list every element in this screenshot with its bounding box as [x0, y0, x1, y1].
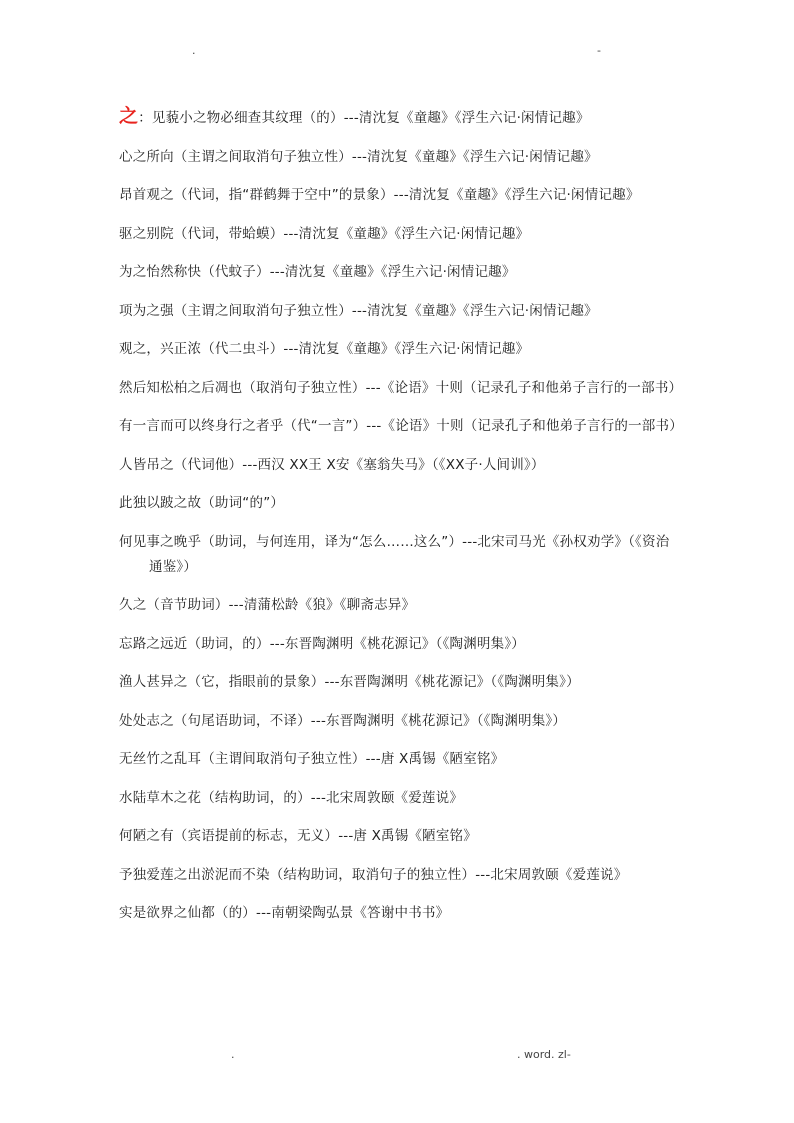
- entry: 无丝竹之乱耳（主谓间取消句子独立性）---唐 X禹锡《陋室铭》: [119, 751, 505, 767]
- entry: 予独爱莲之出淤泥而不染（结构助词，取消句子的独立性）---北宋周敦颐《爱莲说》: [119, 866, 628, 883]
- entry: 为之怡然称快（代蚊子）---清沈复《童趣》《浮生六记·闲情记趣》: [119, 264, 516, 280]
- document-body: [119, 104, 683, 940]
- heading-char: 之: [119, 105, 139, 127]
- entry: 处处志之（句尾语助词，不译）---东晋陶渊明《桃花源记》（《陶渊明集》）: [119, 712, 567, 729]
- entry: 何见事之晚乎（助词，与何连用，译为“怎么……这么”）---北宋司马光《孙权劝学》（《资治通鉴》）: [119, 533, 670, 575]
- footer-right-text: . word. zl-: [517, 1048, 571, 1061]
- entry: 昂首观之（代词，指“群鹤舞于空中”的景象）---清沈复《童趣》《浮生六记·闲情记趣》: [119, 187, 640, 203]
- header-right-mark: -: [597, 44, 601, 57]
- entry: 驱之别院（代词，带蛤蟆）---清沈复《童趣》《浮生六记·闲情记趣》: [119, 225, 530, 242]
- entry: 项为之强（主谓之间取消句子独立性）---清沈复《童趣》《浮生六记·闲情记趣》: [119, 302, 598, 319]
- entry: 久之（音节助词）---清蒲松龄《狼》《聊斋志异》: [119, 597, 416, 613]
- entry: 观之，兴正浓（代二虫斗）---清沈复《童趣》《浮生六记·闲情记趣》: [119, 341, 530, 357]
- entry-heading: [119, 104, 679, 131]
- entry: 然后知松柏之后凋也（取消句子独立性）---《论语》十则（记录孔子和他弟子言行的一部书）: [119, 379, 683, 396]
- entry: 实是欲界之仙都（的）---南朝梁陶弘景《答谢中书书》: [119, 905, 450, 921]
- entry: 水陆草木之花（结构助词，的）---北宋周敦颐《爱莲说》: [119, 789, 464, 806]
- entry: 心之所向（主谓之间取消句子独立性）---清沈复《童趣》《浮生六记·闲情记趣》: [119, 148, 598, 165]
- entry: 人皆吊之（代词他）---西汉 XX王 X安《塞翁失马》（《XX子·人间训》）: [119, 456, 545, 473]
- entry: 何陋之有（宾语提前的标志，无义）---唐 X禹锡《陋室铭》: [119, 828, 477, 844]
- footer-left-mark: .: [231, 1048, 235, 1061]
- entry-text: ：见藐小之物必细查其纹理（的）---清沈复《童趣》《浮生六记·闲情记趣》: [138, 110, 590, 126]
- entry: 有一言而可以终身行之者乎（代“一言”）---《论语》十则（记录孔子和他弟子言行的一部书）: [119, 418, 683, 434]
- header-left-mark: .: [192, 44, 196, 57]
- entry: 忘路之远近（助词，的）---东晋陶渊明《桃花源记》（《陶渊明集》）: [119, 635, 525, 652]
- entry: 此独以跛之故（助词“的”）: [119, 495, 285, 511]
- entry: 渔人甚异之（它，指眼前的景象）---东晋陶渊明《桃花源记》（《陶渊明集》）: [119, 674, 580, 690]
